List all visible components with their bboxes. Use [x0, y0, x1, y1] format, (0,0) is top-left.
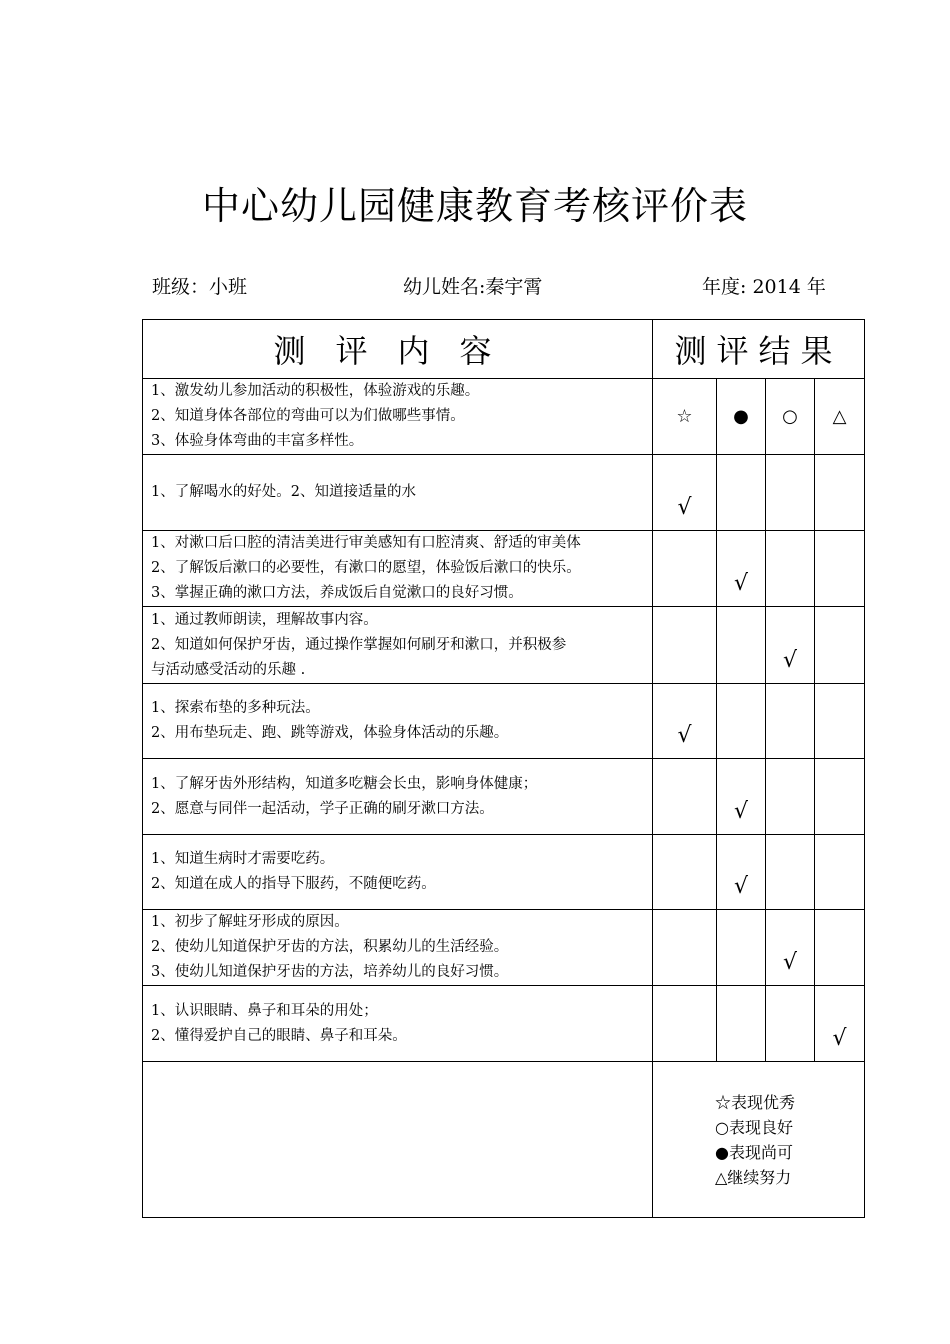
symbol-good: ○	[766, 379, 815, 455]
legend-list	[715, 1090, 864, 1190]
check-mark-icon: √	[733, 571, 749, 596]
result-cell	[766, 684, 815, 759]
content-line: 1、了解牙齿外形结构，知道多吃糖会长虫，影响身体健康；	[151, 775, 538, 792]
result-cell	[653, 986, 717, 1062]
table-row	[143, 379, 865, 455]
check-mark-icon: √	[677, 723, 692, 748]
content-line: 3、掌握正确的漱口方法，养成饭后自觉漱口的良好习惯。	[151, 585, 523, 601]
legend-item: ●表现尚可	[715, 1142, 793, 1162]
symbol-excellent: ☆	[653, 379, 717, 455]
check-mark-icon: √	[782, 950, 798, 975]
result-cell	[766, 835, 815, 910]
result-cell	[717, 835, 766, 910]
result-cell	[766, 986, 815, 1062]
result-cell	[815, 986, 865, 1062]
result-cell	[717, 910, 766, 986]
table-row	[143, 607, 865, 684]
result-cell	[815, 684, 865, 759]
content-line: 1、认识眼睛、鼻子和耳朵的用处；	[151, 1002, 378, 1019]
result-cell	[815, 759, 865, 835]
result-cell	[766, 759, 815, 835]
result-cell	[717, 455, 766, 531]
result-cell	[653, 835, 717, 910]
row-content	[143, 455, 653, 531]
table-row	[143, 986, 865, 1062]
check-mark-icon: √	[832, 1026, 847, 1051]
row-content	[143, 910, 653, 986]
content-line: 2、使幼儿知道保护牙齿的方法，积累幼儿的生活经验。	[151, 939, 509, 955]
result-cell	[717, 607, 766, 684]
content-line: 1、激发幼儿参加活动的积极性，体验游戏的乐趣。	[151, 383, 480, 399]
content-line: 2、知道如何保护牙齿，通过操作掌握如何刷牙和漱口，并积极参	[151, 636, 567, 653]
table-header-row	[143, 320, 865, 379]
content-line: 1、初步了解蛀牙形成的原因。	[151, 914, 349, 930]
result-cell	[717, 986, 766, 1062]
result-cell	[653, 455, 717, 531]
table-row	[143, 684, 865, 759]
legend-item: △继续努力	[715, 1167, 792, 1187]
legend-row	[143, 1062, 865, 1218]
check-mark-icon: √	[782, 648, 798, 673]
result-cell	[815, 531, 865, 607]
result-cell	[717, 684, 766, 759]
result-cell	[717, 759, 766, 835]
result-cell	[717, 531, 766, 607]
legend-item: ☆表现优秀	[715, 1092, 796, 1112]
check-mark-icon: √	[733, 799, 749, 824]
table-row	[143, 759, 865, 835]
header-content: 测评内容	[143, 320, 653, 379]
year-label: 年度: 2014 年	[702, 276, 826, 298]
content-line: 与活动感受活动的乐趣 .	[151, 661, 306, 678]
content-line: 2、知道身体各部位的弯曲可以为们做哪些事情。	[151, 408, 465, 424]
row-content	[143, 986, 653, 1062]
content-line: 3、使幼儿知道保护牙齿的方法，培养幼儿的良好习惯。	[151, 964, 509, 980]
content-line: 3、体验身体弯曲的丰富多样性。	[151, 433, 364, 449]
content-line: 2、用布垫玩走、跑、跳等游戏，体验身体活动的乐趣。	[151, 725, 509, 741]
content-line: 1、通过教师朗读，理解故事内容。	[151, 611, 378, 628]
content-line: 1、知道生病时才需要吃药。	[151, 851, 335, 867]
symbol-keep-trying: △	[815, 379, 865, 455]
result-cell	[766, 531, 815, 607]
child-name-label: 幼儿姓名:秦宇霄	[403, 276, 543, 298]
row-content	[143, 759, 653, 835]
result-cell	[653, 607, 717, 684]
content-line: 2、懂得爱护自己的眼睛、鼻子和耳朵。	[151, 1027, 407, 1044]
symbol-fair: ●	[717, 379, 766, 455]
content-line: 1、对漱口后口腔的清洁美进行审美感知有口腔清爽、舒适的审美体	[151, 535, 581, 551]
result-cell	[766, 607, 815, 684]
legend-item: ○表现良好	[715, 1117, 793, 1137]
legend	[653, 1062, 865, 1218]
result-cell	[653, 759, 717, 835]
row-content	[143, 607, 653, 684]
result-cell	[653, 910, 717, 986]
result-cell	[766, 910, 815, 986]
content-line: 1、了解喝水的好处。2、知道接适量的水	[151, 484, 416, 500]
result-cell	[766, 455, 815, 531]
check-mark-icon: √	[677, 495, 692, 520]
result-cell	[815, 910, 865, 986]
result-cell	[653, 684, 717, 759]
table-row	[143, 531, 865, 607]
row-content	[143, 684, 653, 759]
table-row	[143, 835, 865, 910]
content-line: 2、知道在成人的指导下服药，不随便吃药。	[151, 876, 436, 892]
class-label: 班级：小班	[152, 276, 248, 298]
header-result: 测评结果	[653, 320, 865, 379]
row-content	[143, 379, 653, 455]
row-content	[143, 531, 653, 607]
blank-cell	[143, 1062, 653, 1218]
evaluation-table	[142, 319, 865, 1218]
content-line: 2、愿意与同伴一起活动，学子正确的刷牙漱口方法。	[151, 800, 494, 817]
table-row	[143, 455, 865, 531]
content-line: 2、了解饭后漱口的必要性，有漱口的愿望，体验饭后漱口的快乐。	[151, 560, 581, 576]
check-mark-icon: √	[733, 874, 749, 899]
row-content	[143, 835, 653, 910]
page-title: 中心幼儿园健康教育考核评价表	[201, 184, 748, 228]
result-cell	[653, 531, 717, 607]
table-row	[143, 910, 865, 986]
result-cell	[815, 455, 865, 531]
content-line: 1、探索布垫的多种玩法。	[151, 700, 320, 716]
result-cell	[815, 607, 865, 684]
result-cell	[815, 835, 865, 910]
